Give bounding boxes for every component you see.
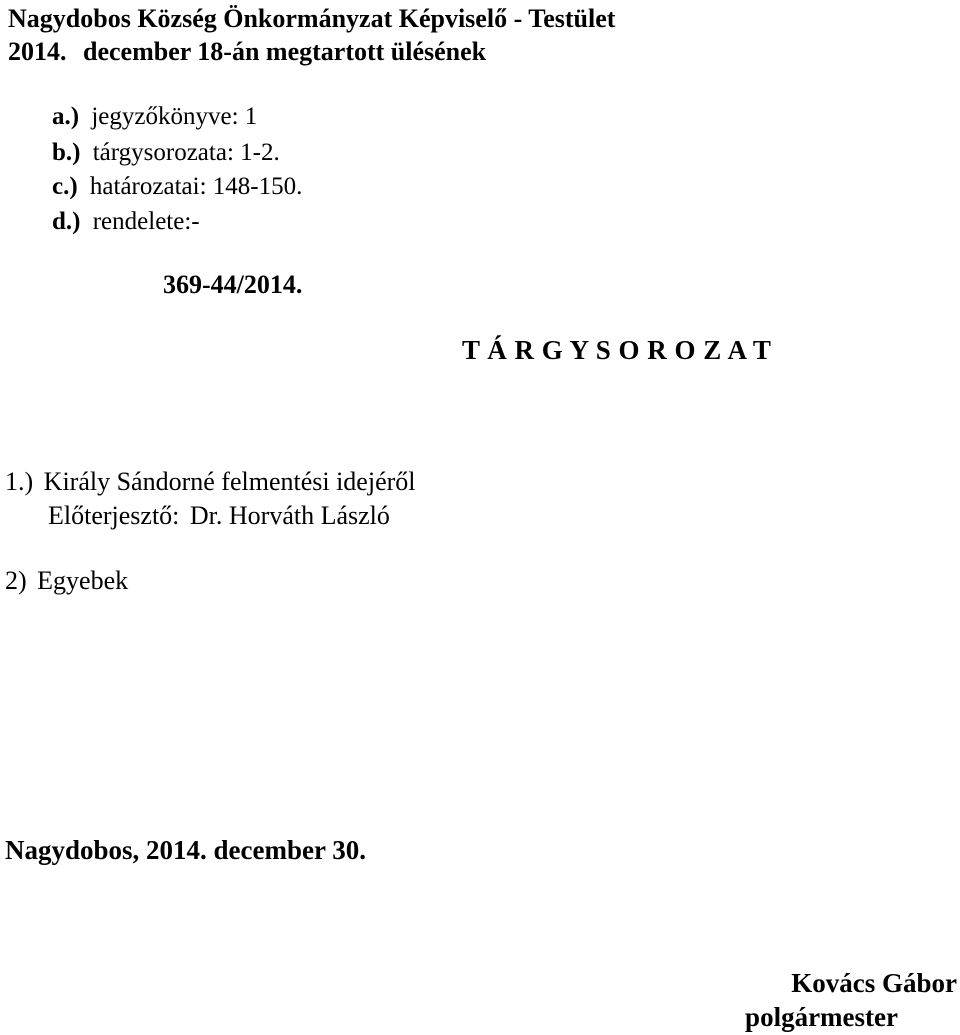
- item-a: [52, 104, 257, 129]
- item-text: határozatai: 148-150.: [89, 173, 303, 200]
- item-letter: a.): [52, 103, 80, 130]
- place-date: Nagydobos, 2014. december 30.: [5, 835, 366, 865]
- header-date-year: 2014.: [8, 37, 67, 66]
- item-text: tárgysorozata: 1-2.: [92, 139, 280, 166]
- registration-number: 369-44/2014.: [163, 270, 303, 299]
- agenda-item-number: 1.): [5, 467, 34, 496]
- item-d: [52, 209, 200, 234]
- agenda-presenter: [48, 503, 390, 529]
- item-c: [52, 174, 302, 199]
- item-letter: c.): [52, 173, 78, 200]
- presenter-name: Dr. Horváth László: [189, 501, 390, 530]
- header-title-text: Nagydobos Község Önkormányzat Képviselő - Testület: [8, 4, 616, 33]
- header-title: [8, 6, 615, 32]
- item-text: jegyzőkönyve: 1: [91, 103, 258, 130]
- signatory-name: Kovács Gábor: [791, 968, 957, 998]
- agenda-item-text: Egyebek: [37, 566, 129, 595]
- agenda-item-2: [5, 568, 128, 594]
- item-b: [52, 140, 280, 165]
- agenda-item-number: 2): [5, 566, 27, 595]
- presenter-label: Előterjesztő:: [48, 501, 180, 530]
- agenda-item-text: Király Sándorné felmentési idejéről: [43, 467, 416, 496]
- item-letter: d.): [52, 208, 81, 235]
- agenda-item-1: [5, 469, 416, 495]
- item-text: rendelete:-: [92, 208, 200, 235]
- agenda-title: T Á R G Y S O R O Z A T: [462, 335, 772, 365]
- header-date: [8, 39, 486, 65]
- signatory-title: polgármester: [745, 1002, 898, 1032]
- item-letter: b.): [52, 139, 81, 166]
- header-date-rest: december 18-án megtartott ülésének: [83, 37, 487, 66]
